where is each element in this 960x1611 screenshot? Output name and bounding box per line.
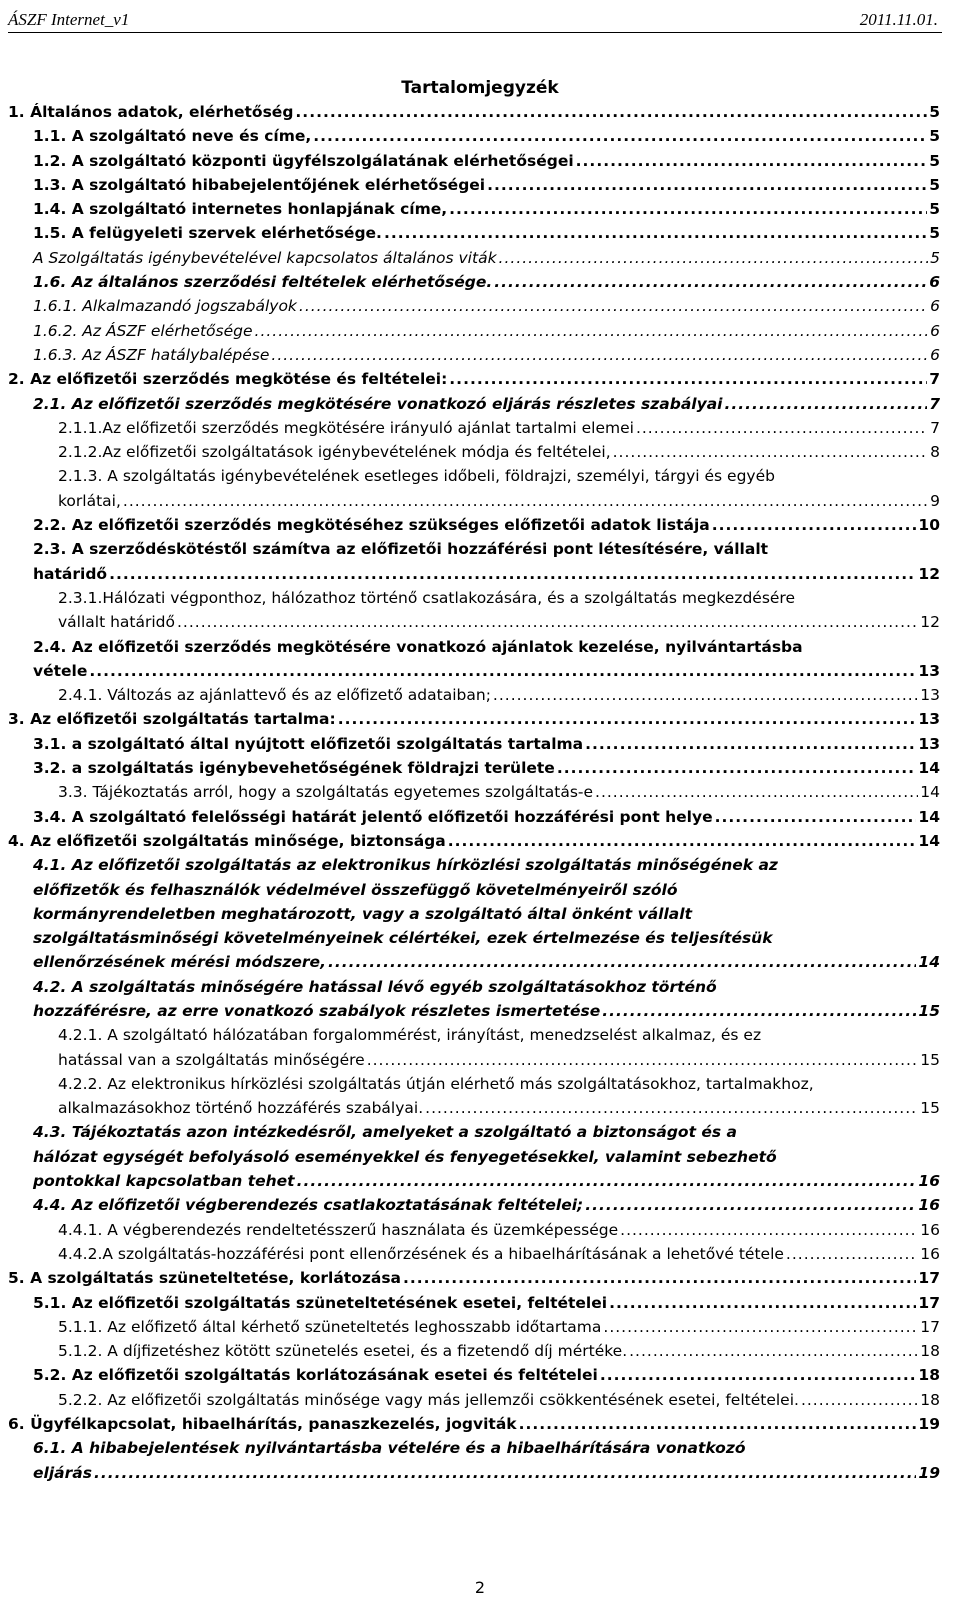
toc-entry-page: 12	[918, 564, 940, 583]
toc-entry-title: 1.3. A szolgáltató hibabejelentőjének elérhetőségei	[33, 175, 486, 194]
toc-entry-page: 9	[930, 491, 940, 510]
toc-entry[interactable]	[8, 1315, 940, 1339]
toc-entry-title: 4. Az előfizetői szolgáltatás minősége, biztonsága	[8, 831, 446, 850]
toc-entry-title: 5.1.1. Az előfizető által kérhető szüneteltetés leghosszabb időtartama	[58, 1317, 602, 1336]
toc-entry-page: 15	[920, 1099, 940, 1118]
toc-entry-title: 3. Az előfizetői szolgáltatás tartalma:	[8, 710, 336, 729]
toc-entry[interactable]	[8, 780, 940, 804]
toc-entry-page: 13	[920, 686, 940, 705]
toc-entry[interactable]	[8, 149, 940, 173]
toc-entry-title: alkalmazásokhoz történő hozzáférés szabályai.	[58, 1099, 424, 1118]
toc-entry[interactable]	[8, 270, 940, 294]
toc-entry[interactable]	[8, 853, 940, 974]
toc-entry[interactable]	[8, 805, 940, 829]
toc-entry-title: 1.2. A szolgáltató központi ügyfélszolgálatának elérhetőségei	[33, 151, 574, 170]
toc-entry-page: 5	[929, 151, 940, 170]
toc-entry-title: 2.4.1. Változás az ajánlattevő és az előfizető adataiban;	[58, 686, 491, 705]
toc-entry[interactable]	[8, 221, 940, 245]
toc-entry[interactable]	[8, 173, 940, 197]
toc-entry[interactable]	[8, 586, 940, 635]
toc-entry-page: 10	[918, 516, 940, 535]
toc-entry-title: 6. Ügyfélkapcsolat, hibaelhárítás, panaszkezelés, jogviták	[8, 1415, 517, 1434]
toc-entry-page: 14	[918, 831, 940, 850]
dot-leader	[585, 732, 916, 756]
toc-entry-title: eljárás	[33, 1463, 92, 1482]
toc-entry-page: 19	[918, 1463, 940, 1482]
toc-entry-line: 2.3.1.Hálózati végponthoz, hálózathoz történő csatlakozására, és a szolgáltatás megkezdésére	[58, 588, 795, 607]
toc-entry-title: 2.1.2.Az előfizetői szolgáltatások igénybevételének módja és feltételei,	[58, 443, 611, 462]
toc-entry-page: 13	[918, 710, 940, 729]
dot-leader	[403, 1266, 916, 1290]
dot-leader	[299, 294, 928, 318]
toc-entry[interactable]	[8, 319, 940, 343]
table-of-contents	[8, 100, 940, 1485]
toc-entry-page: 7	[929, 370, 940, 389]
dot-leader	[620, 1218, 918, 1242]
toc-entry-title: korlátai,	[58, 491, 121, 510]
dot-leader	[255, 319, 929, 343]
toc-entry-title: 5. A szolgáltatás szüneteltetése, korlátozása	[8, 1269, 402, 1288]
page-header	[8, 6, 942, 33]
toc-entry-page: 12	[920, 613, 940, 632]
toc-entry-page: 13	[918, 734, 940, 753]
toc-entry-line: 2.1.3. A szolgáltatás igénybevételének esetleges időbeli, földrajzi, személyi, tárgyi és egyéb	[58, 467, 775, 486]
dot-leader	[295, 100, 927, 124]
dot-leader	[712, 513, 917, 537]
toc-entry[interactable]	[8, 1193, 940, 1217]
toc-entry-page: 17	[918, 1293, 940, 1312]
toc-entry[interactable]	[8, 367, 940, 391]
toc-entry-page: 5	[929, 175, 940, 194]
toc-entry-page: 5	[929, 127, 940, 146]
toc-entry-line: 4.2. A szolgáltatás minőségére hatással lévő egyéb szolgáltatásokhoz történő	[33, 977, 717, 996]
toc-entry-title: 1.6. Az általános szerződési feltételek elérhetősége.	[33, 273, 493, 292]
toc-entry[interactable]	[8, 1291, 940, 1315]
dot-leader	[603, 1315, 918, 1339]
toc-entry-line: 2.4. Az előfizetői szerződés megkötésére vonatkozó ajánlatok kezelése, nyilvántartásba	[33, 637, 803, 656]
dot-leader	[557, 756, 917, 780]
toc-entry-page: 7	[930, 418, 940, 437]
toc-entry[interactable]	[8, 1120, 940, 1193]
dot-leader	[595, 780, 918, 804]
toc-entry-page: 5	[929, 103, 940, 121]
toc-entry[interactable]	[8, 294, 940, 318]
dot-leader	[94, 1461, 916, 1485]
dot-leader	[715, 805, 917, 829]
toc-entry[interactable]	[8, 732, 940, 756]
dot-leader	[367, 1048, 919, 1072]
toc-entry-page: 15	[918, 1001, 940, 1020]
toc-entry[interactable]	[8, 1242, 940, 1266]
dot-leader	[123, 489, 928, 513]
toc-entry-title: 5.2. Az előfizetői szolgáltatás korlátozásának esetei és feltételei	[33, 1366, 598, 1385]
document-name: ÁSZF Internet_v1	[8, 10, 130, 29]
toc-entry-title: 1.1. A szolgáltató neve és címe,	[33, 127, 312, 146]
dot-leader	[338, 707, 917, 731]
dot-leader	[297, 1169, 917, 1193]
toc-entry-title: 1. Általános adatok, elérhetőség	[8, 103, 294, 121]
toc-entry[interactable]	[8, 124, 940, 148]
toc-entry-title: 2.2. Az előfizetői szerződés megkötéséhez szükséges előfizetői adatok listája	[33, 516, 710, 535]
toc-entry-line: 4.3. Tájékoztatás azon intézkedésről, amelyeket a szolgáltató a biztonságot és a	[33, 1123, 737, 1142]
toc-entry[interactable]	[8, 635, 940, 684]
toc-entry-page: 16	[920, 1244, 940, 1263]
toc-entry-title: 5.2.2. Az előfizetői szolgáltatás minősége vagy más jellemzői csökkentésének esetei, feltételei.	[58, 1390, 799, 1409]
dot-leader	[493, 683, 918, 707]
toc-entry[interactable]	[8, 1436, 940, 1485]
toc-entry-title: ellenőrzésének mérési módszere,	[33, 953, 326, 972]
toc-entry-title: hozzáférésre, az erre vonatkozó szabályok részletes ismertetése	[33, 1001, 601, 1020]
toc-entry-line: előfizetők és felhasználók védelmével összefüggő követelményeiről szóló	[33, 880, 678, 899]
toc-entry[interactable]	[8, 1412, 940, 1436]
toc-entry-page: 18	[920, 1342, 940, 1361]
toc-entry-title: 2.1.1.Az előfizetői szerződés megkötésére irányuló ajánlat tartalmi elemei	[58, 418, 634, 437]
toc-entry-title: határidő	[33, 564, 108, 583]
toc-entry[interactable]	[8, 440, 940, 464]
toc-entry-line: kormányrendeletben meghatározott, vagy a szolgáltató által önként vállalt	[33, 904, 692, 923]
toc-entry[interactable]	[8, 197, 940, 221]
page-number: 2	[474, 1578, 486, 1597]
toc-entry-page: 16	[920, 1220, 940, 1239]
toc-entry-page: 14	[918, 807, 940, 826]
toc-entry-title: 5.1.2. A díjfizetéshez kötött szünetelés esetei, és a fizetendő díj mértéke.	[58, 1342, 628, 1361]
toc-entry[interactable]	[8, 1218, 940, 1242]
toc-entry-page: 5	[930, 248, 940, 267]
dot-leader	[600, 1363, 917, 1387]
toc-entry-line: 6.1. A hibabejelentések nyilvántartásba vételére és a hibaelhárítására vonatkozó	[33, 1439, 746, 1458]
dot-leader	[313, 124, 927, 148]
toc-entry[interactable]	[8, 100, 940, 124]
dot-leader	[487, 173, 927, 197]
toc-entry-page: 6	[930, 321, 940, 340]
toc-entry[interactable]	[8, 513, 940, 537]
toc-entry[interactable]	[8, 464, 940, 513]
toc-entry[interactable]	[8, 1266, 940, 1290]
toc-entry-title: vállalt határidő	[58, 613, 175, 632]
dot-leader	[177, 610, 918, 634]
toc-entry-page: 6	[930, 345, 940, 364]
toc-title: Tartalomjegyzék	[401, 78, 559, 98]
dot-leader	[449, 367, 927, 391]
toc-entry-title: 1.6.3. Az ÁSZF hatálybalépése	[33, 345, 270, 364]
dot-leader	[613, 440, 929, 464]
toc-entry-line: szolgáltatásminőségi követelményeinek célértékei, ezek értelmezése és teljesítésük	[33, 929, 773, 948]
toc-entry-title: 3.2. a szolgáltatás igénybevehetőségének földrajzi területe	[33, 759, 555, 778]
toc-entry-title: 4.4. Az előfizetői végberendezés csatlakoztatásának feltételei;	[33, 1196, 584, 1215]
toc-entry[interactable]	[8, 829, 940, 853]
dot-leader	[499, 246, 929, 270]
toc-entry-title: 5.1. Az előfizetői szolgáltatás szüneteltetésének esetei, feltételei	[33, 1293, 608, 1312]
toc-entry-page: 14	[920, 783, 940, 802]
toc-entry[interactable]	[8, 1023, 940, 1072]
toc-entry[interactable]	[8, 392, 940, 416]
toc-entry[interactable]	[8, 1339, 940, 1363]
toc-entry[interactable]	[8, 343, 940, 367]
toc-entry-page: 18	[918, 1366, 940, 1385]
toc-entry-title: vétele	[33, 661, 88, 680]
toc-entry[interactable]	[8, 707, 940, 731]
toc-entry-page: 5	[929, 200, 940, 219]
toc-entry-title: 1.6.1. Alkalmazandó jogszabályok	[33, 297, 297, 316]
toc-entry-title: 4.4.1. A végberendezés rendeltetésszerű használata és üzemképessége	[58, 1220, 619, 1239]
toc-entry-page: 16	[918, 1172, 940, 1191]
toc-entry-title: 1.5. A felügyeleti szervek elérhetősége.	[33, 224, 382, 243]
toc-entry-line: 2.3. A szerződéskötéstől számítva az előfizetői hozzáférési pont létesítésére, vállalt	[33, 540, 769, 559]
dot-leader	[801, 1388, 918, 1412]
toc-entry-title: 3.4. A szolgáltató felelősségi határát jelentő előfizetői hozzáférési pont helye	[33, 807, 713, 826]
dot-leader	[109, 562, 916, 586]
dot-leader	[425, 1096, 918, 1120]
dot-leader	[786, 1242, 918, 1266]
dot-leader	[602, 999, 916, 1023]
toc-entry-title: 3.1. a szolgáltató által nyújtott előfizetői szolgáltatás tartalma	[33, 734, 584, 753]
toc-entry[interactable]	[8, 1363, 940, 1387]
toc-entry[interactable]	[8, 756, 940, 780]
toc-entry-page: 14	[918, 759, 940, 778]
toc-entry-page: 17	[920, 1317, 940, 1336]
toc-entry-title: hatással van a szolgáltatás minőségére	[58, 1050, 365, 1069]
dot-leader	[576, 149, 928, 173]
toc-entry-title: 1.4. A szolgáltató internetes honlapjának címe,	[33, 200, 448, 219]
dot-leader	[494, 270, 927, 294]
dot-leader	[636, 416, 928, 440]
dot-leader	[89, 659, 916, 683]
toc-entry-page: 7	[929, 394, 940, 413]
dot-leader	[384, 221, 927, 245]
dot-leader	[585, 1193, 916, 1217]
toc-entry-page: 5	[929, 224, 940, 243]
dot-leader	[271, 343, 928, 367]
toc-entry-title: 1.6.2. Az ÁSZF elérhetősége	[33, 321, 253, 340]
dot-leader	[328, 950, 916, 974]
dot-leader	[629, 1339, 918, 1363]
toc-entry-page: 16	[918, 1196, 940, 1215]
toc-entry-title: 2. Az előfizetői szerződés megkötése és feltételei:	[8, 370, 448, 389]
dot-leader	[448, 829, 917, 853]
toc-entry[interactable]	[8, 975, 940, 1024]
toc-entry-line: 4.1. Az előfizetői szolgáltatás az elektronikus hírközlési szolgáltatás minőségének az	[33, 856, 778, 875]
toc-entry-title: 2.1. Az előfizetői szerződés megkötésére vonatkozó eljárás részletes szabályai	[33, 394, 723, 413]
dot-leader	[725, 392, 928, 416]
toc-entry-title: A Szolgáltatás igénybevételével kapcsolatos általános viták	[33, 248, 497, 267]
toc-entry-line: 4.2.1. A szolgáltató hálózatában forgalommérést, irányítást, menedzselést alkalmaz, és ez	[58, 1026, 762, 1045]
toc-entry[interactable]	[8, 246, 940, 270]
toc-entry-page: 19	[918, 1415, 940, 1434]
dot-leader	[519, 1412, 917, 1436]
document-date: 2011.11.01.	[859, 10, 938, 29]
toc-entry-page: 14	[918, 953, 940, 972]
dot-leader	[449, 197, 927, 221]
toc-entry-page: 6	[930, 297, 940, 316]
toc-entry-page: 18	[920, 1390, 940, 1409]
toc-entry[interactable]	[8, 1388, 940, 1412]
toc-entry-page: 6	[929, 273, 940, 292]
toc-entry-title: 4.4.2.A szolgáltatás-hozzáférési pont ellenőrzésének és a hibaelhárításának a lehetővé tétele	[58, 1244, 784, 1263]
toc-entry-page: 13	[918, 661, 940, 680]
toc-entry-title: 3.3. Tájékoztatás arról, hogy a szolgáltatás egyetemes szolgáltatás-e	[58, 783, 594, 802]
toc-entry-line: hálózat egységét befolyásoló eseményekkel és fenyegetésekkel, valamint sebezhető	[33, 1147, 777, 1166]
toc-entry[interactable]	[8, 1072, 940, 1121]
toc-entry[interactable]	[8, 416, 940, 440]
dot-leader	[609, 1291, 916, 1315]
toc-entry[interactable]	[8, 537, 940, 586]
toc-entry-page: 15	[920, 1050, 940, 1069]
toc-entry-line: 4.2.2. Az elektronikus hírközlési szolgáltatás útján elérhető más szolgáltatásokhoz, tartalmakhoz,	[58, 1074, 814, 1093]
toc-entry[interactable]	[8, 683, 940, 707]
toc-entry-title: pontokkal kapcsolatban tehet	[33, 1172, 295, 1191]
toc-entry-page: 8	[930, 443, 940, 462]
toc-entry-page: 17	[918, 1269, 940, 1288]
